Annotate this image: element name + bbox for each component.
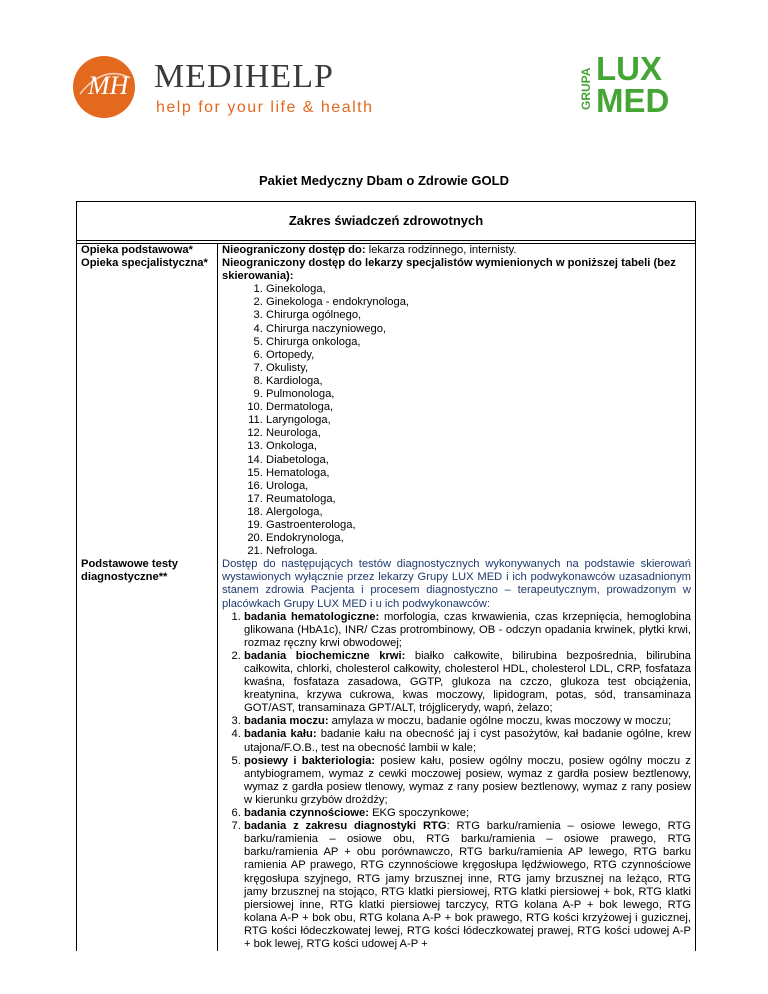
- basic-care-bold: Nieograniczony dostęp do:: [222, 244, 366, 256]
- luxmed-grupa: GRUPA: [579, 67, 593, 110]
- list-item: 5. posiewy i bakteriologia: posiew kału, posiew ogólny moczu, posiew ogólny moczu z antybiogramem, wymaz z cewki moczowej posiew, wymaz z gardła posiew beztlenowy, wymaz z gardła posiew tlenowy, wymaz z rany posiew beztlenowy, wymaz z rany posiew w kierunku grzybów drożdży;: [244, 755, 691, 807]
- list-item: 7. Okulisty,: [266, 362, 691, 375]
- medihelp-monogram: MH: [88, 71, 129, 100]
- list-item: 18. Alergologa,: [266, 506, 691, 519]
- list-item: 4. badania kału: badanie kału na obecność jaj i cyst pasożytów, kał badanie ogólne, krew utajona/F.O.B., test na obecność lambii w kale;: [244, 728, 691, 754]
- specialist-list: [222, 283, 691, 558]
- list-item: 16. Urologa,: [266, 480, 691, 493]
- specialist-care-bold: Nieograniczony dostęp do lekarzy specjalistów wymienionych w poniższej tabeli (bez skierowania):: [222, 257, 676, 283]
- list-item: 3. Chirurga ogólnego,: [266, 309, 691, 322]
- list-item: 6. badania czynnościowe: EKG spoczynkowe;: [244, 807, 691, 820]
- list-item: 20. Endokrynologa,: [266, 532, 691, 545]
- medihelp-tagline: help for your life & health: [156, 99, 374, 116]
- benefits-table: [76, 201, 696, 951]
- list-item: 9. Pulmonologa,: [266, 388, 691, 401]
- list-item: 8. Kardiologa,: [266, 375, 691, 388]
- list-item: 11. Laryngologa,: [266, 414, 691, 427]
- luxmed-logo: [576, 50, 696, 116]
- list-item: 19. Gastroenterologa,: [266, 519, 691, 532]
- list-item: 21. Nefrologa.: [266, 545, 691, 558]
- row-label-basic-care: Opieka podstawowa*: [81, 244, 193, 256]
- list-item: 2. Ginekologa - endokrynologa,: [266, 296, 691, 309]
- table-row: [77, 558, 696, 951]
- list-item: 15. Hematologa,: [266, 467, 691, 480]
- table-header: Zakres świadczeń zdrowotnych: [77, 202, 696, 241]
- list-item: 2. badania biochemiczne krwi: białko całkowite, bilirubina bezpośrednia, bilirubina całkowita, chlorki, cholesterol całkowity, cholesterol HDL, cholesterol LDL, CRP, fosfataza kwaśna, fosfataza zasadowa, GGTP, glukoza na czczo, glukoza test obciążenia, kreatynina, krzywa cukrowa, kwas moczowy, lipidogram, potas, sód, transaminaza GOT/AST, transaminaza GPT/ALT, trójglicerydy, wapń, żelazo;: [244, 650, 691, 715]
- luxmed-med: MED: [596, 82, 670, 116]
- diagnostic-intro: Dostęp do następujących testów diagnostycznych wykonywanych na podstawie skierowań wystawionych wyłącznie przez lekarzy Grupy LUX MED i ich podwykonawców uzasadnionym stanem zdrowia Pacjenta i procesem diagnostyczno – terapeutycznym, prowadzonym w placówkach Grupy LUX MED i u ich podwykonawców:: [222, 558, 691, 610]
- list-item: 14. Diabetologa,: [266, 454, 691, 467]
- list-item: 12. Neurologa,: [266, 427, 691, 440]
- luxmed-lux: LUX: [596, 50, 662, 87]
- table-row: [77, 244, 696, 258]
- list-item: 17. Reumatologa,: [266, 493, 691, 506]
- list-item: 5. Chirurga onkologa,: [266, 336, 691, 349]
- document-title: Pakiet Medyczny Dbam o Zdrowie GOLD: [259, 173, 509, 188]
- row-label-specialist-care: Opieka specjalistyczna*: [81, 257, 208, 270]
- basic-care-text: lekarza rodzinnego, internisty.: [365, 244, 517, 256]
- list-item: 7. badania z zakresu diagnostyki RTG: RTG barku/ramienia – osiowe lewego, RTG barku/ramienia – osiowe obu, RTG barku/ramienia – osiowe prawego, RTG barku/ramienia AP + obu porównawczo, RTG barku/ramienia AP lewego, RTG barku ramienia AP prawego, RTG czynnościowe kręgosłupa lędźwiowego, RTG czynnościowe kręgosłupa szyjnego, RTG jamy brzusznej inne, RTG jamy brzusznej na leżąco, RTG jamy brzusznej na stojąco, RTG klatki piersiowej, RTG klatki piersiowej + bok, RTG klatki piersiowej inne, RTG klatki piersiowej tarczycy, RTG kolana A-P + bok lewego, RTG kolana A-P + bok obu, RTG kolana A-P + bok prawego, RTG kości krzyżowej i guzicznej, RTG kości łódeczkowatej lewej, RTG kości łódeczkowatej prawej, RTG kości udowej A-P + bok lewej, RTG kości udowej A-P +: [244, 820, 691, 951]
- table-row: [77, 257, 696, 558]
- list-item: 13. Onkologa,: [266, 440, 691, 453]
- list-item: 10. Dermatologa,: [266, 401, 691, 414]
- medihelp-logo: [70, 54, 390, 120]
- list-item: 6. Ortopedy,: [266, 349, 691, 362]
- list-item: 1. badania hematologiczne: morfologia, czas krwawienia, czas krzepnięcia, hemoglobina glikowana (HbA1c), INR/ Czas protrombinowy, OB - odczyn opadania krwinek, płytki krwi, rozmaz ręczny krwi obwodowej;: [244, 611, 691, 650]
- row-label-diagnostic-tests: Podstawowe testy diagnostyczne**: [81, 558, 178, 584]
- list-item: 3. badania moczu: amylaza w moczu, badanie ogólne moczu, kwas moczowy w moczu;: [244, 715, 691, 728]
- list-item: 1. Ginekologa,: [266, 283, 691, 296]
- diagnostic-tests-list: [222, 611, 691, 951]
- medihelp-name: MEDIHELP: [154, 58, 334, 95]
- list-item: 4. Chirurga naczyniowego,: [266, 323, 691, 336]
